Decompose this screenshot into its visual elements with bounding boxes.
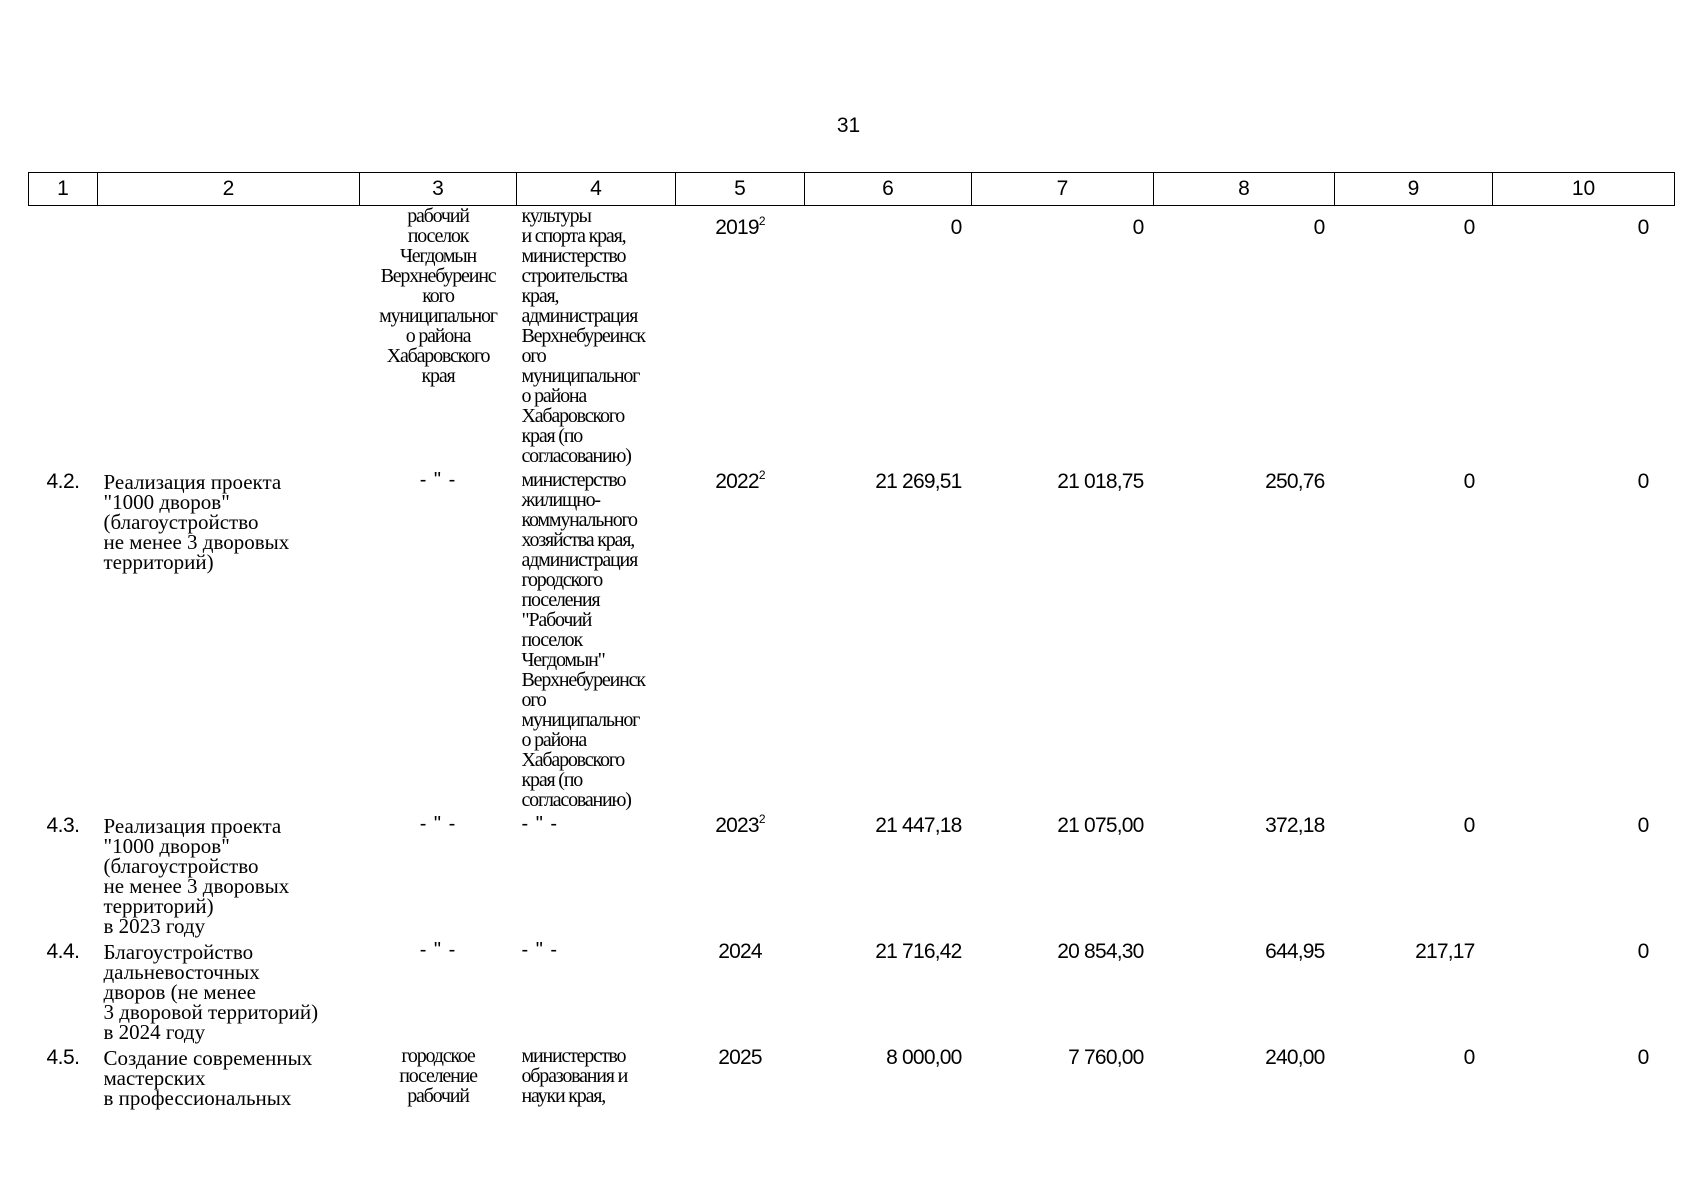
header-col-7: 7 <box>972 173 1154 206</box>
measure-name: Реализация проекта "1000 дворов" (благоустройство не менее 3 дворовых территорий) в 2023 году <box>103 814 290 938</box>
col9-value: 0 <box>1463 216 1475 239</box>
co-executor: министерство образования и науки края, <box>521 1045 628 1107</box>
header-col-8: 8 <box>1154 173 1335 206</box>
year-footnote: 2 <box>758 468 765 482</box>
total-value: 21 269,51 <box>875 470 962 493</box>
table-row <box>29 1042 1675 1108</box>
executor: рабочий поселок Чегдомын Верхнебуреинс кого муниципальног о района Хабаровского края <box>379 205 497 387</box>
total-value: 8 000,00 <box>886 1046 962 1069</box>
col8-value: 250,76 <box>1265 470 1325 493</box>
year-footnote: 2 <box>758 812 765 826</box>
year <box>676 206 805 467</box>
year-value: 2024 <box>718 940 762 963</box>
table-header-row <box>29 173 1675 206</box>
page-number: 31 <box>836 114 861 137</box>
col7-value: 0 <box>1132 216 1144 239</box>
header-col-1: 1 <box>29 173 98 206</box>
measure-name: Создание современных мастерских в профессиональных <box>103 1046 313 1110</box>
co-executor: - " - <box>521 939 559 961</box>
col9-value: 217,17 <box>1415 940 1475 963</box>
col9-value: 0 <box>1463 814 1475 837</box>
header-col-6: 6 <box>805 173 972 206</box>
header-col-9: 9 <box>1335 173 1493 206</box>
row-number: 4.5. <box>46 1046 80 1069</box>
year <box>676 466 805 810</box>
co-executor: - " - <box>521 813 559 835</box>
row-number: 4.2. <box>46 470 80 493</box>
header-col-3: 3 <box>360 173 517 206</box>
measure-name <box>98 206 360 467</box>
col10-value: 0 <box>1637 1046 1649 1069</box>
table-row <box>29 466 1675 810</box>
total-value: 21 447,18 <box>875 814 962 837</box>
executor: городское поселение рабочий <box>399 1045 477 1107</box>
measure-name: Благоустройство дальневосточных дворов (не менее 3 дворовой территорий) в 2024 году <box>103 940 319 1044</box>
col9-value: 0 <box>1463 470 1475 493</box>
col8-value: 372,18 <box>1265 814 1325 837</box>
col7-value: 21 018,75 <box>1057 470 1144 493</box>
year-value: 2025 <box>718 1046 762 1069</box>
row-number: 4.3. <box>46 814 80 837</box>
table-row <box>29 810 1675 936</box>
co-executor: министерство жилищно- коммунального хозяйства края, администрация городского поселения "Рабочий поселок Чегдомын" Верхнебуреинск ого муниципальног о района Хабаровского края (по согласованию) <box>521 469 645 811</box>
table-row <box>29 206 1675 467</box>
col9-value: 0 <box>1463 1046 1475 1069</box>
year <box>676 810 805 936</box>
executor: - " - <box>419 813 457 835</box>
program-table <box>28 172 1675 1108</box>
year <box>676 1042 805 1108</box>
year-value: 2023 <box>715 814 759 837</box>
header-col-10: 10 <box>1493 173 1675 206</box>
total-value: 21 716,42 <box>875 940 962 963</box>
col10-value: 0 <box>1637 216 1649 239</box>
table-row <box>29 936 1675 1042</box>
measure-name: Реализация проекта "1000 дворов" (благоустройство не менее 3 дворовых территорий) <box>103 470 290 574</box>
row-number <box>29 206 98 467</box>
col8-value: 0 <box>1313 216 1325 239</box>
col10-value: 0 <box>1637 940 1649 963</box>
col10-value: 0 <box>1637 814 1649 837</box>
total-value: 0 <box>950 216 962 239</box>
header-col-2: 2 <box>98 173 360 206</box>
executor: - " - <box>419 939 457 961</box>
col8-value: 240,00 <box>1265 1046 1325 1069</box>
col7-value: 21 075,00 <box>1057 814 1144 837</box>
col8-value: 644,95 <box>1265 940 1325 963</box>
year <box>676 936 805 1042</box>
executor: - " - <box>419 469 457 491</box>
year-value: 2022 <box>715 470 759 493</box>
year-footnote: 2 <box>758 214 765 228</box>
header-col-5: 5 <box>676 173 805 206</box>
header-col-4: 4 <box>517 173 676 206</box>
col7-value: 20 854,30 <box>1057 940 1144 963</box>
col7-value: 7 760,00 <box>1068 1046 1144 1069</box>
co-executor: культуры и спорта края, министерство строительства края, администрация Верхнебуреинск ого муниципальног о района Хабаровского края (по согласованию) <box>521 205 645 467</box>
year-value: 2019 <box>715 216 759 239</box>
row-number: 4.4. <box>46 940 80 963</box>
col10-value: 0 <box>1637 470 1649 493</box>
